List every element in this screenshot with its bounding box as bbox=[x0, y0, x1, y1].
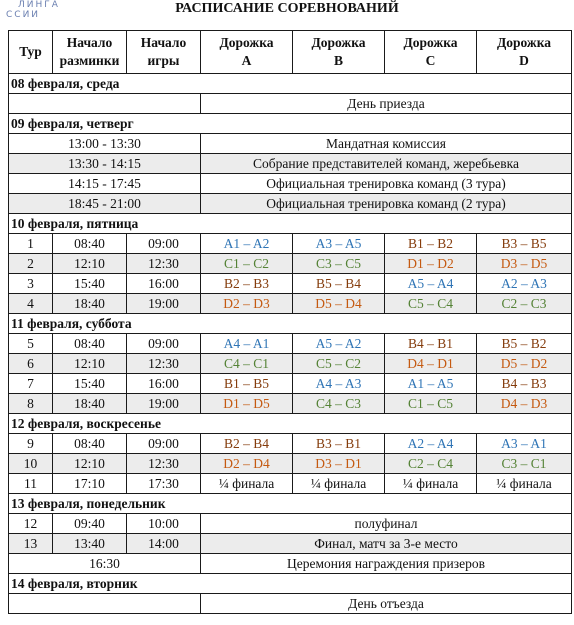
header-lane-a-line1: Дорожка bbox=[219, 35, 274, 50]
round-number: 7 bbox=[9, 374, 53, 394]
event-row bbox=[9, 174, 572, 194]
lane-b-match: A3 – A5 bbox=[293, 234, 385, 254]
header-warmup-line2: разминки bbox=[59, 53, 120, 68]
lane-d-match: ¼ финала bbox=[477, 474, 572, 494]
round-number: 8 bbox=[9, 394, 53, 414]
lane-c-match: C2 – C4 bbox=[385, 454, 477, 474]
game-time: 09:00 bbox=[127, 334, 201, 354]
round-row bbox=[9, 334, 572, 354]
warmup-time: 18:40 bbox=[53, 294, 127, 314]
event-time bbox=[9, 594, 201, 614]
day-label: 12 февраля, воскресенье bbox=[9, 414, 572, 434]
day-label: 08 февраля, среда bbox=[9, 74, 572, 94]
header-lane-a bbox=[201, 31, 293, 74]
game-time: 10:00 bbox=[127, 514, 201, 534]
lane-c-match: A5 – A4 bbox=[385, 274, 477, 294]
header-lane-a-line2: A bbox=[241, 53, 252, 68]
lane-c-match: D4 – D1 bbox=[385, 354, 477, 374]
round-row bbox=[9, 234, 572, 254]
round-number: 3 bbox=[9, 274, 53, 294]
lane-c-match: A1 – A5 bbox=[385, 374, 477, 394]
day-row bbox=[9, 114, 572, 134]
event-title: День приезда bbox=[201, 94, 572, 114]
game-time: 12:30 bbox=[127, 454, 201, 474]
round-number: 5 bbox=[9, 334, 53, 354]
stage-title: Финал, матч за 3-е место bbox=[201, 534, 572, 554]
warmup-time: 12:10 bbox=[53, 354, 127, 374]
header-game bbox=[127, 31, 201, 74]
lane-b-match: A5 – A2 bbox=[293, 334, 385, 354]
round-number: 2 bbox=[9, 254, 53, 274]
round-number: 6 bbox=[9, 354, 53, 374]
lane-c-match: B4 – B1 bbox=[385, 334, 477, 354]
event-row bbox=[9, 554, 572, 574]
game-time: 16:00 bbox=[127, 274, 201, 294]
round-row bbox=[9, 294, 572, 314]
lane-c-match: D1 – D2 bbox=[385, 254, 477, 274]
lane-a-match: D2 – D4 bbox=[201, 454, 293, 474]
header-lane-d-line1: Дорожка bbox=[496, 35, 552, 50]
header-row bbox=[9, 31, 572, 74]
header-lane-c-line2: C bbox=[425, 53, 436, 68]
lane-d-match: A3 – A1 bbox=[477, 434, 572, 454]
lane-d-match: B3 – B5 bbox=[477, 234, 572, 254]
warmup-time: 15:40 bbox=[53, 274, 127, 294]
day-row bbox=[9, 314, 572, 334]
round-row bbox=[9, 534, 572, 554]
lane-a-match: C4 – C1 bbox=[201, 354, 293, 374]
round-number: 13 bbox=[9, 534, 53, 554]
round-number: 9 bbox=[9, 434, 53, 454]
lane-a-match: D1 – D5 bbox=[201, 394, 293, 414]
warmup-time: 12:10 bbox=[53, 254, 127, 274]
header-lane-d bbox=[477, 31, 572, 74]
round-row bbox=[9, 434, 572, 454]
game-time: 16:00 bbox=[127, 374, 201, 394]
event-title: Мандатная комиссия bbox=[201, 134, 572, 154]
day-label: 10 февраля, пятница bbox=[9, 214, 572, 234]
page-title: РАСПИСАНИЕ СОРЕВНОВАНИЙ bbox=[175, 1, 399, 16]
round-row bbox=[9, 254, 572, 274]
header-lane-b-line2: B bbox=[333, 53, 343, 68]
event-time: 18:45 - 21:00 bbox=[9, 194, 201, 214]
day-label: 09 февраля, четверг bbox=[9, 114, 572, 134]
schedule-table bbox=[8, 30, 572, 614]
lane-a-match: ¼ финала bbox=[201, 474, 293, 494]
lane-a-match: D2 – D3 bbox=[201, 294, 293, 314]
event-row bbox=[9, 194, 572, 214]
lane-b-match: C5 – C2 bbox=[293, 354, 385, 374]
lane-d-match: D4 – D3 bbox=[477, 394, 572, 414]
round-row bbox=[9, 274, 572, 294]
event-time: 14:15 - 17:45 bbox=[9, 174, 201, 194]
round-row bbox=[9, 514, 572, 534]
event-title: День отъезда bbox=[201, 594, 572, 614]
warmup-time: 13:40 bbox=[53, 534, 127, 554]
event-time: 16:30 bbox=[9, 554, 201, 574]
day-label: 14 февраля, вторник bbox=[9, 574, 572, 594]
day-label: 11 февраля, суббота bbox=[9, 314, 572, 334]
warmup-time: 18:40 bbox=[53, 394, 127, 414]
round-row bbox=[9, 374, 572, 394]
lane-b-match: C3 – C5 bbox=[293, 254, 385, 274]
lane-c-match: ¼ финала bbox=[385, 474, 477, 494]
day-row bbox=[9, 414, 572, 434]
header-warmup bbox=[53, 31, 127, 74]
round-row bbox=[9, 474, 572, 494]
round-number: 11 bbox=[9, 474, 53, 494]
lane-c-match: C5 – C4 bbox=[385, 294, 477, 314]
day-row bbox=[9, 494, 572, 514]
event-row bbox=[9, 134, 572, 154]
lane-b-match: B5 – B4 bbox=[293, 274, 385, 294]
lane-d-match: D3 – D5 bbox=[477, 254, 572, 274]
warmup-time: 12:10 bbox=[53, 454, 127, 474]
lane-d-match: A2 – A3 bbox=[477, 274, 572, 294]
lane-d-match: D5 – D2 bbox=[477, 354, 572, 374]
lane-d-match: B5 – B2 bbox=[477, 334, 572, 354]
game-time: 14:00 bbox=[127, 534, 201, 554]
event-title: Официальная тренировка команд (3 тура) bbox=[201, 174, 572, 194]
lane-c-match: B1 – B2 bbox=[385, 234, 477, 254]
round-number: 4 bbox=[9, 294, 53, 314]
event-row bbox=[9, 594, 572, 614]
lane-d-match: C3 – C1 bbox=[477, 454, 572, 474]
logo-line-1: ЛИНГА bbox=[18, 0, 60, 10]
lane-b-match: A4 – A3 bbox=[293, 374, 385, 394]
day-label: 13 февраля, понедельник bbox=[9, 494, 572, 514]
event-row bbox=[9, 94, 572, 114]
header-game-line1: Начало bbox=[140, 35, 187, 50]
day-row bbox=[9, 74, 572, 94]
event-title: Собрание представителей команд, жеребьевка bbox=[201, 154, 572, 174]
lane-a-match: B1 – B5 bbox=[201, 374, 293, 394]
round-row bbox=[9, 454, 572, 474]
lane-a-match: A4 – A1 bbox=[201, 334, 293, 354]
event-title: Официальная тренировка команд (2 тура) bbox=[201, 194, 572, 214]
day-row bbox=[9, 214, 572, 234]
warmup-time: 17:10 bbox=[53, 474, 127, 494]
header-lane-c bbox=[385, 31, 477, 74]
header-game-line2: игры bbox=[147, 53, 180, 68]
lane-a-match: B2 – B3 bbox=[201, 274, 293, 294]
lane-a-match: C1 – C2 bbox=[201, 254, 293, 274]
lane-a-match: B2 – B4 bbox=[201, 434, 293, 454]
round-row bbox=[9, 354, 572, 374]
event-time: 13:30 - 14:15 bbox=[9, 154, 201, 174]
lane-c-match: C1 – C5 bbox=[385, 394, 477, 414]
round-row bbox=[9, 394, 572, 414]
header-lane-b-line1: Дорожка bbox=[311, 35, 366, 50]
day-row bbox=[9, 574, 572, 594]
warmup-time: 08:40 bbox=[53, 434, 127, 454]
game-time: 09:00 bbox=[127, 434, 201, 454]
warmup-time: 15:40 bbox=[53, 374, 127, 394]
event-title: Церемония награждения призеров bbox=[201, 554, 572, 574]
game-time: 12:30 bbox=[127, 254, 201, 274]
game-time: 17:30 bbox=[127, 474, 201, 494]
stage-title: полуфинал bbox=[201, 514, 572, 534]
warmup-time: 09:40 bbox=[53, 514, 127, 534]
lane-b-match: C4 – C3 bbox=[293, 394, 385, 414]
lane-d-match: C2 – C3 bbox=[477, 294, 572, 314]
event-row bbox=[9, 154, 572, 174]
lane-d-match: B4 – B3 bbox=[477, 374, 572, 394]
round-number: 12 bbox=[9, 514, 53, 534]
header-lane-d-line2: D bbox=[519, 53, 529, 68]
game-time: 09:00 bbox=[127, 234, 201, 254]
round-number: 1 bbox=[9, 234, 53, 254]
round-number: 10 bbox=[9, 454, 53, 474]
lane-c-match: A2 – A4 bbox=[385, 434, 477, 454]
lane-a-match: A1 – A2 bbox=[201, 234, 293, 254]
warmup-time: 08:40 bbox=[53, 334, 127, 354]
logo-line-2: ССИИ bbox=[6, 10, 41, 20]
header-tour: Тур bbox=[9, 31, 53, 74]
warmup-time: 08:40 bbox=[53, 234, 127, 254]
game-time: 19:00 bbox=[127, 294, 201, 314]
lane-b-match: ¼ финала bbox=[293, 474, 385, 494]
lane-b-match: B3 – B1 bbox=[293, 434, 385, 454]
header-lane-b bbox=[293, 31, 385, 74]
header-lane-c-line1: Дорожка bbox=[403, 35, 458, 50]
event-time bbox=[9, 94, 201, 114]
game-time: 12:30 bbox=[127, 354, 201, 374]
lane-b-match: D3 – D1 bbox=[293, 454, 385, 474]
game-time: 19:00 bbox=[127, 394, 201, 414]
header-warmup-line1: Начало bbox=[66, 35, 113, 50]
event-time: 13:00 - 13:30 bbox=[9, 134, 201, 154]
lane-b-match: D5 – D4 bbox=[293, 294, 385, 314]
